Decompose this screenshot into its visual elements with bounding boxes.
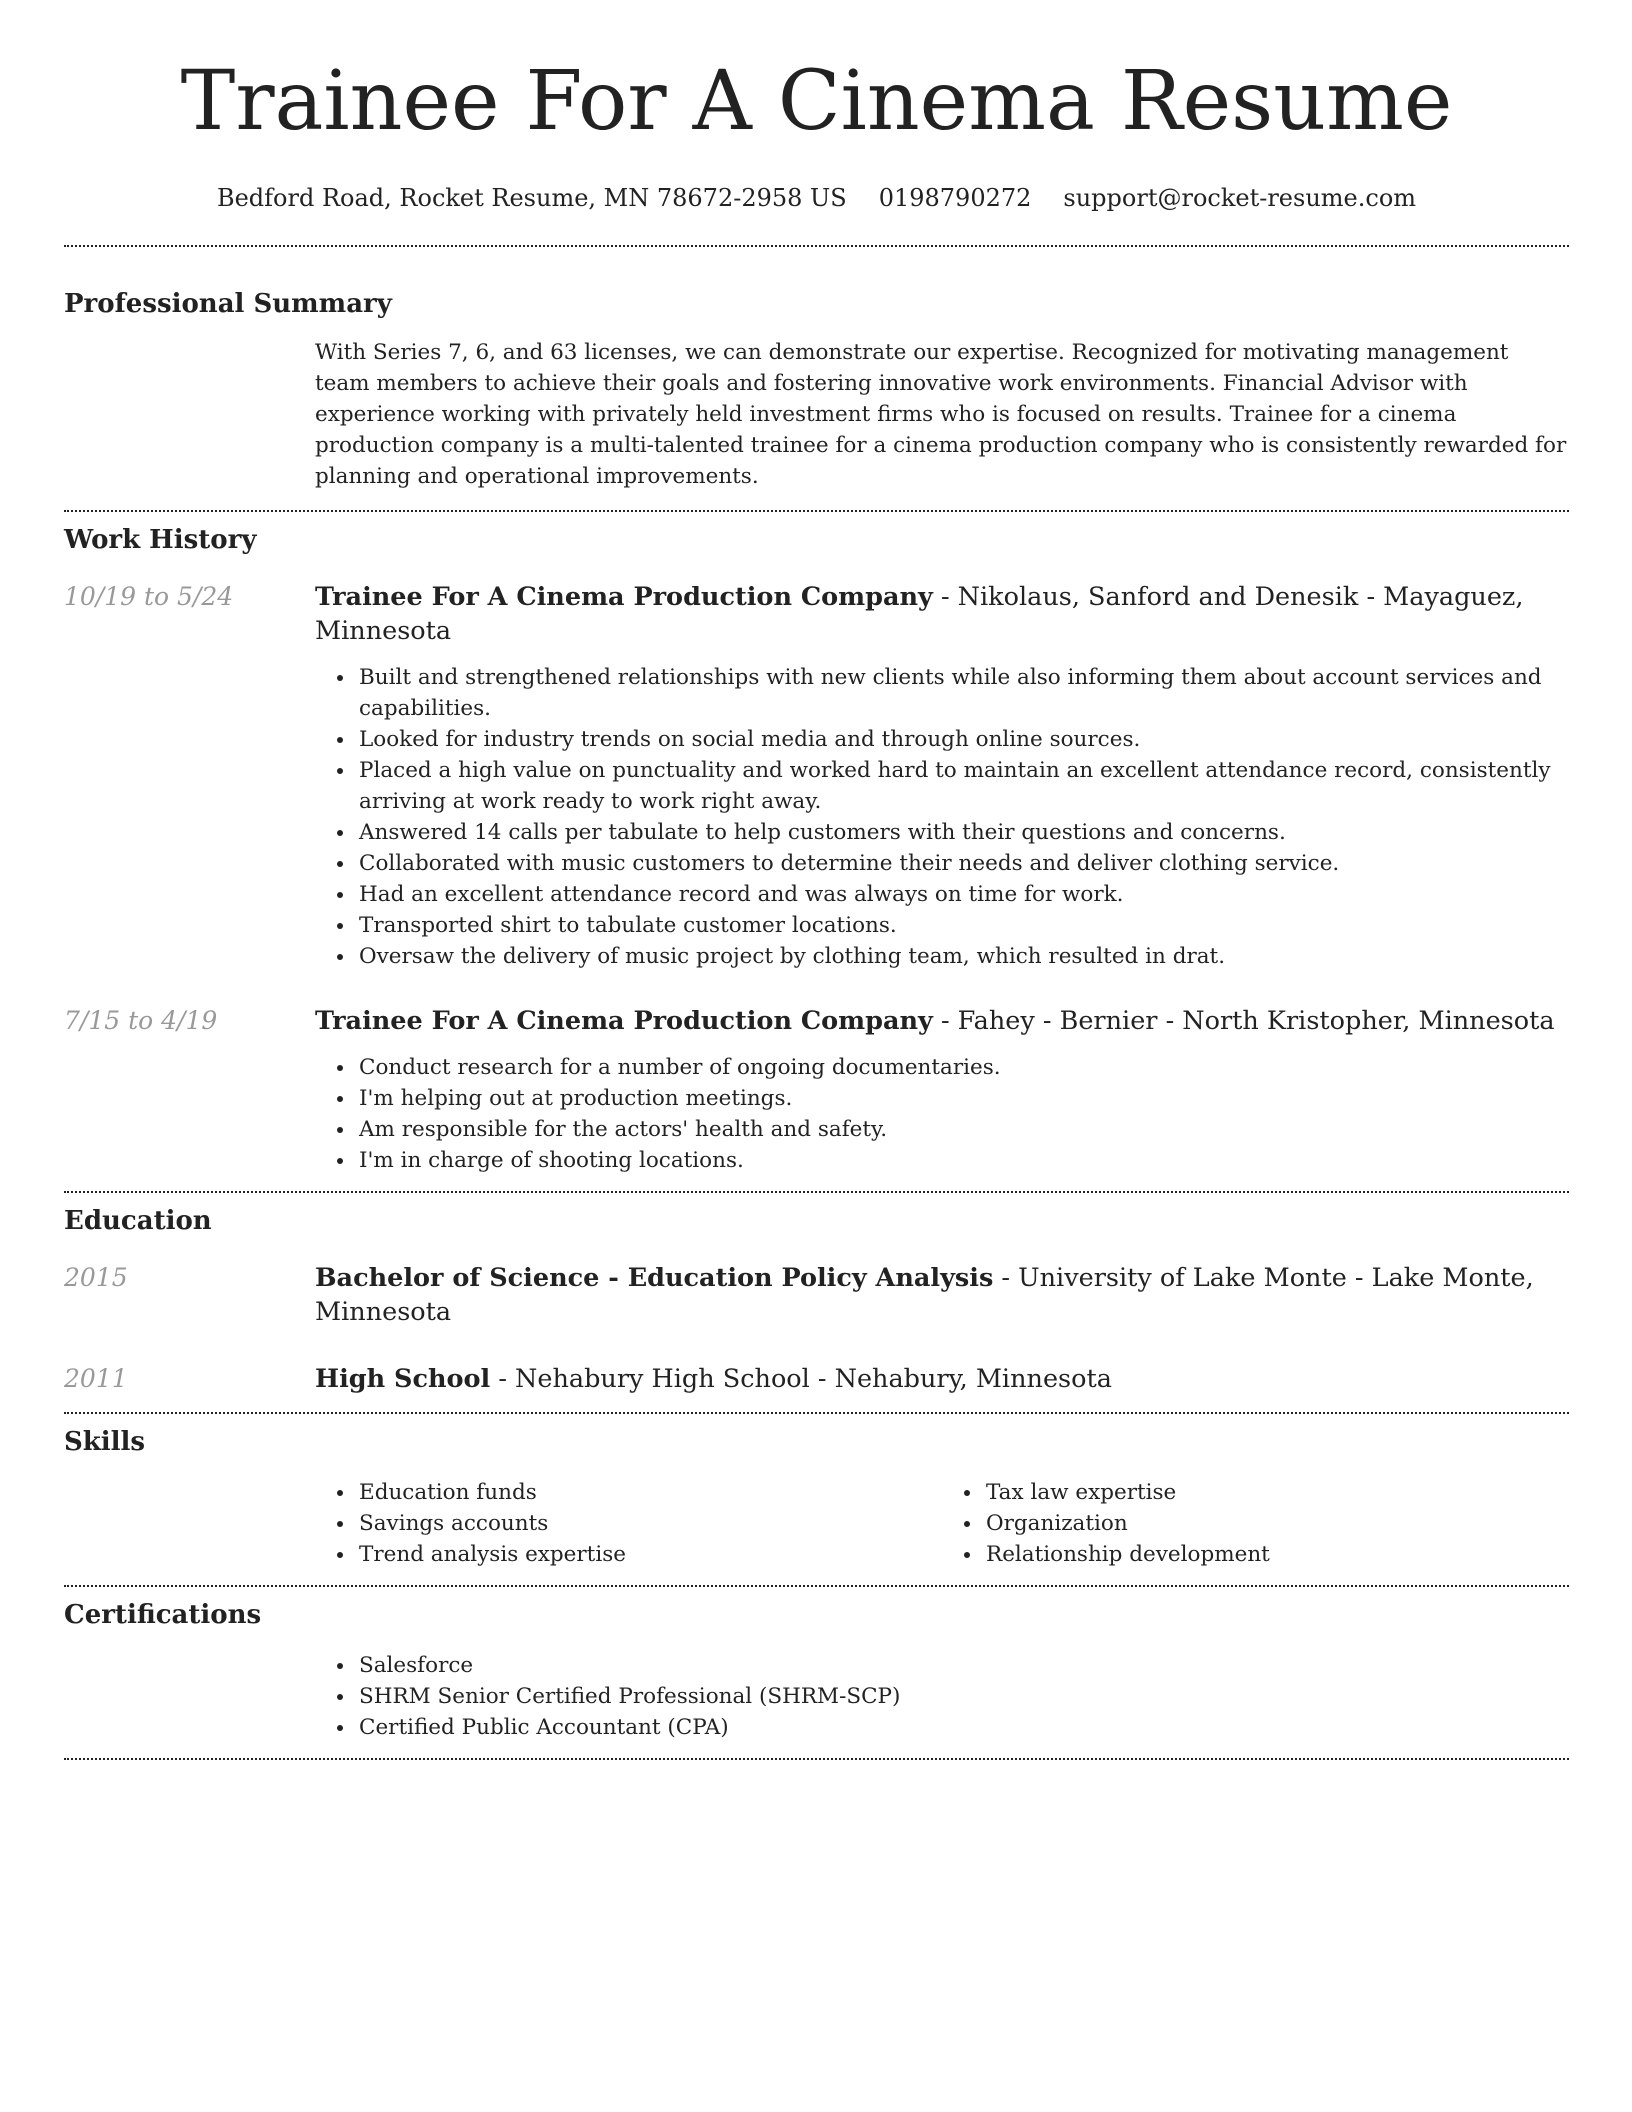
list-item: Placed a high value on punctuality and worked hard to maintain an excellent attendance record, consistently arriving at work ready to work right away. bbox=[343, 755, 1569, 817]
skills-section bbox=[64, 1425, 1569, 1570]
skills-list-left bbox=[343, 1477, 942, 1570]
divider bbox=[64, 1758, 1569, 1760]
contact-phone: 0198790272 bbox=[878, 184, 1032, 212]
job-details: - Fahey - Bernier - North Kristopher, Minnesota bbox=[932, 1006, 1555, 1036]
job-entry bbox=[64, 580, 1569, 972]
education-degree: High School bbox=[315, 1364, 491, 1394]
resume-title: Trainee For A Cinema Resume bbox=[180, 54, 1453, 149]
work-history-section bbox=[64, 523, 1569, 1176]
list-item: Am responsible for the actors' health and safety. bbox=[343, 1114, 1569, 1145]
divider bbox=[64, 1191, 1569, 1193]
list-item: SHRM Senior Certified Professional (SHRM-SCP) bbox=[343, 1681, 1569, 1712]
education-details: - University of Lake Monte - Lake Monte, Minnesota bbox=[315, 1263, 1534, 1327]
list-item: Salesforce bbox=[343, 1650, 1569, 1681]
certifications-list bbox=[343, 1650, 1569, 1743]
list-item: Had an excellent attendance record and was always on time for work. bbox=[343, 879, 1569, 910]
education-entry bbox=[64, 1362, 1569, 1396]
list-item: Savings accounts bbox=[343, 1508, 942, 1539]
contact-email: support@rocket-resume.com bbox=[1063, 184, 1417, 212]
list-item: Answered 14 calls per tabulate to help customers with their questions and concerns. bbox=[343, 817, 1569, 848]
divider bbox=[64, 510, 1569, 512]
list-item: Education funds bbox=[343, 1477, 942, 1508]
education-year: 2011 bbox=[64, 1364, 128, 1393]
list-item: Conduct research for a number of ongoing documentaries. bbox=[343, 1052, 1569, 1083]
list-item: Transported shirt to tabulate customer locations. bbox=[343, 910, 1569, 941]
list-item: Looked for industry trends on social media and through online sources. bbox=[343, 724, 1569, 755]
skills-grid bbox=[315, 1477, 1569, 1570]
certifications-heading: Certifications bbox=[64, 1600, 262, 1630]
list-item: Certified Public Accountant (CPA) bbox=[343, 1712, 1569, 1743]
summary-heading: Professional Summary bbox=[64, 289, 392, 319]
list-item: Organization bbox=[970, 1508, 1569, 1539]
job-dates: 7/15 to 4/19 bbox=[64, 1006, 218, 1035]
job-title bbox=[315, 1004, 1569, 1038]
list-item: Tax law expertise bbox=[970, 1477, 1569, 1508]
certifications-section bbox=[64, 1598, 1569, 1743]
divider bbox=[64, 1412, 1569, 1414]
list-item: Oversaw the delivery of music project by clothing team, which resulted in drat. bbox=[343, 941, 1569, 972]
education-details: - Nehabury High School - Nehabury, Minnesota bbox=[490, 1364, 1112, 1394]
job-entry bbox=[64, 1004, 1569, 1176]
education-section bbox=[64, 1204, 1569, 1396]
job-dates: 10/19 to 5/24 bbox=[64, 582, 234, 611]
divider bbox=[64, 245, 1569, 247]
job-title bbox=[315, 580, 1569, 648]
resume-page bbox=[64, 0, 1569, 1760]
list-item: Trend analysis expertise bbox=[343, 1539, 942, 1570]
job-role: Trainee For A Cinema Production Company bbox=[315, 582, 933, 612]
job-bullets bbox=[343, 662, 1569, 972]
list-item: Relationship development bbox=[970, 1539, 1569, 1570]
education-year: 2015 bbox=[64, 1263, 128, 1292]
summary-section bbox=[64, 287, 1569, 492]
work-history-heading: Work History bbox=[64, 525, 257, 555]
list-item: Collaborated with music customers to determine their needs and deliver clothing service. bbox=[343, 848, 1569, 879]
summary-text: With Series 7, 6, and 63 licenses, we can demonstrate our expertise. Recognized for motivating management team members to achieve their goals and fostering innovative work environments. Financial Advisor with experience working with privately held investment firms who is focused on results. Trainee for a cinema production company is a multi-talented trainee for a cinema production company who is consistently rewarded for planning and operational improvements. bbox=[315, 340, 1567, 489]
resume-header bbox=[64, 52, 1569, 214]
job-role: Trainee For A Cinema Production Company bbox=[315, 1006, 933, 1036]
contact-line bbox=[64, 182, 1569, 214]
job-bullets bbox=[343, 1052, 1569, 1176]
list-item: I'm in charge of shooting locations. bbox=[343, 1145, 1569, 1176]
education-degree: Bachelor of Science - Education Policy Analysis bbox=[315, 1263, 994, 1293]
list-item: Built and strengthened relationships with new clients while also informing them about account services and capabilities. bbox=[343, 662, 1569, 724]
contact-address: Bedford Road, Rocket Resume, MN 78672-2958 US bbox=[216, 184, 847, 212]
skills-heading: Skills bbox=[64, 1427, 146, 1457]
list-item: I'm helping out at production meetings. bbox=[343, 1083, 1569, 1114]
skills-list-right bbox=[970, 1477, 1569, 1570]
education-heading: Education bbox=[64, 1206, 212, 1236]
job-details: - Nikolaus, Sanford and Denesik - Mayaguez, Minnesota bbox=[315, 582, 1524, 646]
divider bbox=[64, 1585, 1569, 1587]
education-entry bbox=[64, 1261, 1569, 1329]
